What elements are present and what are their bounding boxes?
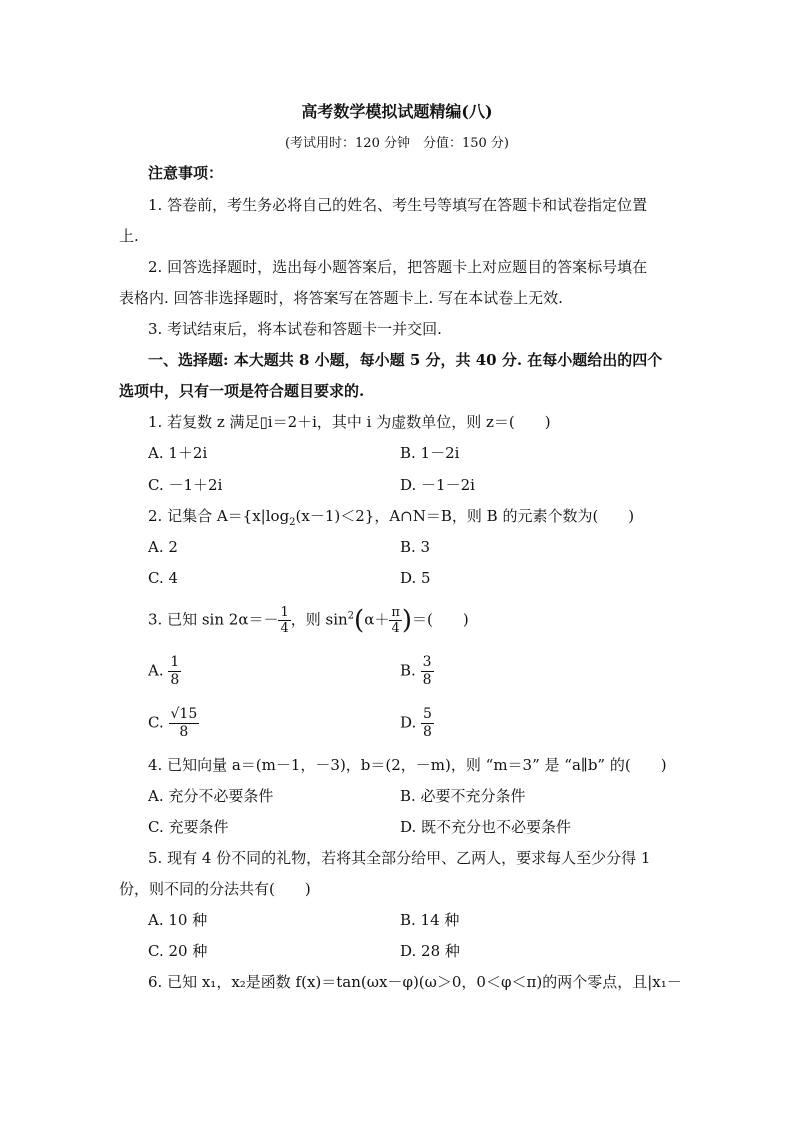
q3-stem-part-a: 3. 已知 sin 2α＝－: [148, 610, 279, 629]
q2-stem: [148, 506, 634, 533]
q2-option-a: A. 2: [148, 538, 178, 556]
q3-stem-part-c: α＋: [364, 610, 390, 629]
q3-option-d-den: 8: [423, 724, 432, 740]
notice-item-1a: 1. 答卷前，考生务必将自己的姓名、考生号等填写在答题卡和试卷指定位置: [148, 196, 648, 214]
q3-fraction-1-den: 4: [280, 621, 289, 636]
q3-option-b-frac: [421, 654, 434, 689]
q4-option-a: A. 充分不必要条件: [148, 787, 274, 805]
notice-item-1b: 上.: [119, 227, 139, 245]
q3-option-a-den: 8: [170, 672, 180, 688]
q3-option-a-frac: [168, 654, 181, 689]
notice-heading: 注意事项：: [148, 164, 224, 182]
q1-option-b: B. 1－2i: [400, 444, 460, 462]
q3-option-d-label: D.: [400, 713, 417, 732]
q4-option-b: B. 必要不充分条件: [400, 787, 526, 805]
q4-option-d: D. 既不充分也不必要条件: [400, 818, 572, 836]
q3-stem-part-b: ，则 sin: [290, 610, 348, 629]
q3-option-b-num: 3: [422, 654, 432, 670]
q3-paren-close: ): [401, 605, 413, 636]
q4-option-c: C. 充要条件: [148, 818, 229, 836]
section-heading-a: 一、选择题: 本大题共 8 小题，每小题 5 分，共 40 分. 在每小题给出的四个: [148, 351, 663, 369]
q1-option-c: C. －1＋2i: [148, 476, 223, 494]
q3-option-c: [148, 706, 199, 741]
q3-paren-open: (: [354, 605, 365, 636]
q4-stem: 4. 已知向量 a＝(m－1，－3)，b＝(2，－m)，则 “m＝3” 是 “a∥b” 的( ): [148, 756, 667, 774]
q1-option-d: D. －1－2i: [400, 476, 475, 494]
q3-option-c-frac: [169, 706, 200, 741]
q3-option-d: [400, 706, 434, 741]
q3-option-b: [400, 654, 434, 689]
q3-option-b-label: B.: [400, 661, 416, 680]
q3-fraction-2: [389, 605, 402, 636]
q1-option-a: A. 1＋2i: [148, 444, 208, 462]
q3-option-a-label: A.: [148, 661, 164, 680]
q1-stem: 1. 若复数 z 满足▯i＝2＋i，其中 i 为虚数单位，则 z＝( ): [148, 413, 551, 431]
q5-stem-a: 5. 现有 4 份不同的礼物，若将其全部分给甲、乙两人，要求每人至少分得 1: [148, 849, 651, 867]
q5-option-a: A. 10 种: [148, 911, 208, 929]
q3-option-b-den: 8: [422, 672, 432, 688]
q5-option-d: D. 28 种: [400, 942, 460, 960]
notice-item-2a: 2. 回答选择题时，选出每小题答案后，把答题卡上对应题目的答案标号填在: [148, 258, 648, 276]
q3-option-c-den: 8: [179, 724, 189, 740]
q3-fraction-2-den: 4: [391, 621, 400, 636]
q3-exponent: 2: [347, 610, 355, 622]
q3-option-d-frac: [421, 706, 434, 741]
q3-fraction-1: [278, 605, 290, 636]
q3-stem-part-d: ＝( ): [412, 610, 469, 629]
page-title: 高考数学模拟试题精编(八): [301, 102, 493, 121]
q5-stem-b: 份，则不同的分法共有( ): [119, 880, 311, 898]
q5-option-c: C. 20 种: [148, 942, 208, 960]
q2-stem-part-b: (x－1)＜2}，A∩N＝B，则 B 的元素个数为( ): [295, 507, 635, 525]
q3-fraction-2-num: π: [391, 605, 400, 620]
q2-option-b: B. 3: [400, 538, 431, 556]
q3-option-d-num: 5: [423, 706, 432, 722]
section-heading-b: 选项中，只有一项是符合题目要求的.: [119, 382, 365, 400]
q3-option-c-num: √15: [170, 706, 198, 722]
q3-option-a: [148, 654, 181, 689]
q5-option-b: B. 14 种: [400, 911, 460, 929]
q2-option-c: C. 4: [148, 569, 179, 587]
q2-stem-part-a: 2. 记集合 A＝{x|log: [148, 507, 290, 525]
q3-option-c-label: C.: [148, 713, 164, 732]
q2-option-d: D. 5: [400, 569, 431, 587]
notice-item-3: 3. 考试结束后，将本试卷和答题卡一并交回.: [148, 320, 442, 338]
page-subtitle: (考试用时：120 分钟 分值：150 分): [284, 136, 510, 151]
q2-stem-sub: 2: [289, 517, 296, 528]
q6-stem: 6. 已知 x₁，x₂是函数 f(x)＝tan(ωx－φ)(ω＞0，0＜φ＜π)的两个零点，且|x₁－: [148, 973, 682, 991]
q3-fraction-1-num: 1: [280, 605, 289, 620]
notice-item-2b: 表格内. 回答非选择题时，将答案写在答题卡上. 写在本试卷上无效.: [119, 289, 563, 307]
q3-stem: [148, 605, 469, 636]
q3-option-a-num: 1: [170, 654, 180, 670]
